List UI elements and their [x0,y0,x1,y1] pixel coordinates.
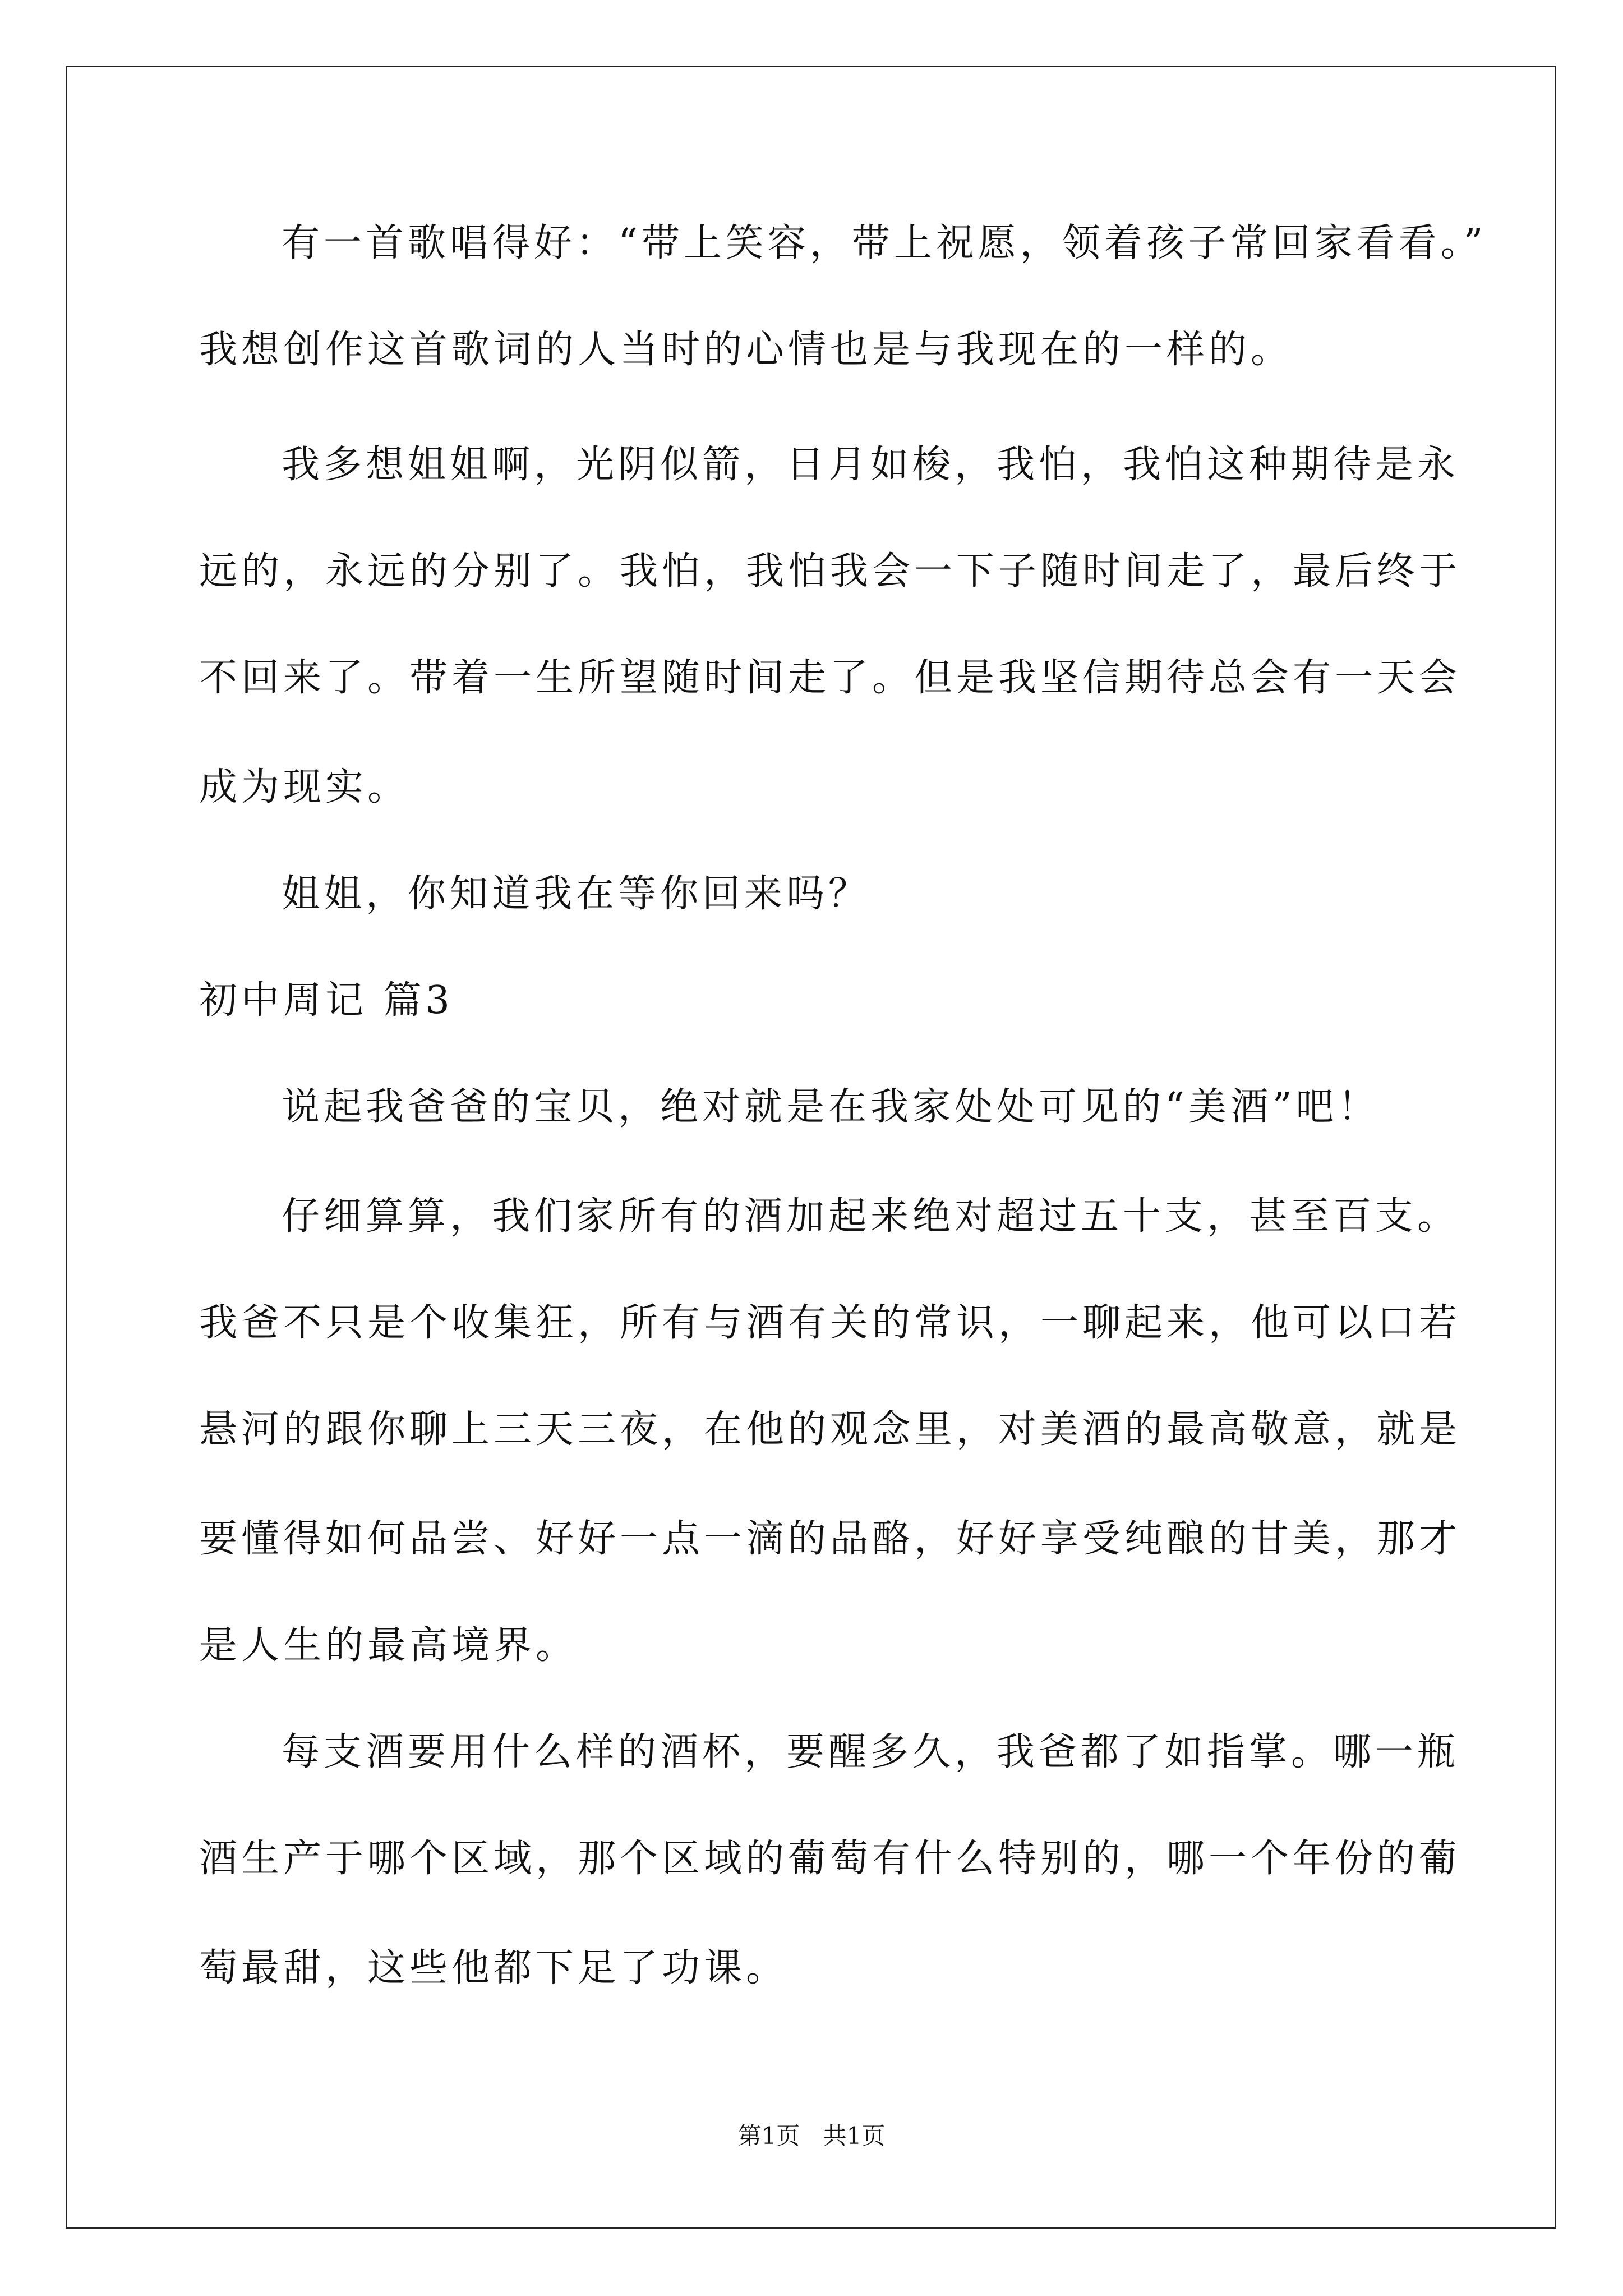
text-line: 仔细算算，我们家所有的酒加起来绝对超过五十支，甚至百支。 [282,1194,1460,1239]
text-line: 我想创作这首歌词的人当时的心情也是与我现在的一样的。 [199,328,1293,372]
text-line: 要懂得如何品尝、好好一点一滴的品酪，好好享受纯酿的甘美，那才 [199,1517,1461,1561]
text-line: 成为现实。 [199,765,410,809]
page-total: 共1页 [823,2122,886,2150]
text-line: 萄最甜，这些他都下足了功课。 [199,1946,789,1990]
text-line: 是人生的最高境界。 [199,1623,578,1668]
text-line: 悬河的跟你聊上三天三夜，在他的观念里，对美酒的最高敬意，就是 [199,1407,1461,1452]
text-line: 说起我爸爸的宝贝，绝对就是在我家处处可见的“美酒”吧！ [282,1085,1380,1129]
section-heading: 初中周记 篇3 [199,978,454,1023]
text-line: 不回来了。带着一生所望随时间走了。但是我坚信期待总会有一天会 [199,656,1461,700]
text-line: 我爸不只是个收集狂，所有与酒有关的常识，一聊起来，他可以口若 [199,1301,1461,1345]
page-border [66,66,1556,2229]
text-line: 酒生产于哪个区域，那个区域的葡萄有什么特别的，哪一个年份的葡 [199,1837,1461,1881]
page-number: 第1页 [737,2122,800,2150]
text-line: 有一首歌唱得好：“带上笑容，带上祝愿，领着孩子常回家看看。” [282,221,1487,265]
text-line: 每支酒要用什么样的酒杯，要醒多久，我爸都了如指掌。哪一瓶 [282,1730,1460,1774]
text-line: 远的，永远的分别了。我怕，我怕我会一下子随时间走了，最后终于 [199,549,1461,593]
text-line: 我多想姐姐啊，光阴似箭，日月如梭，我怕，我怕这种期待是永 [282,443,1460,487]
page-footer [0,2124,1623,2148]
text-line: 姐姐，你知道我在等你回来吗？ [282,872,871,916]
